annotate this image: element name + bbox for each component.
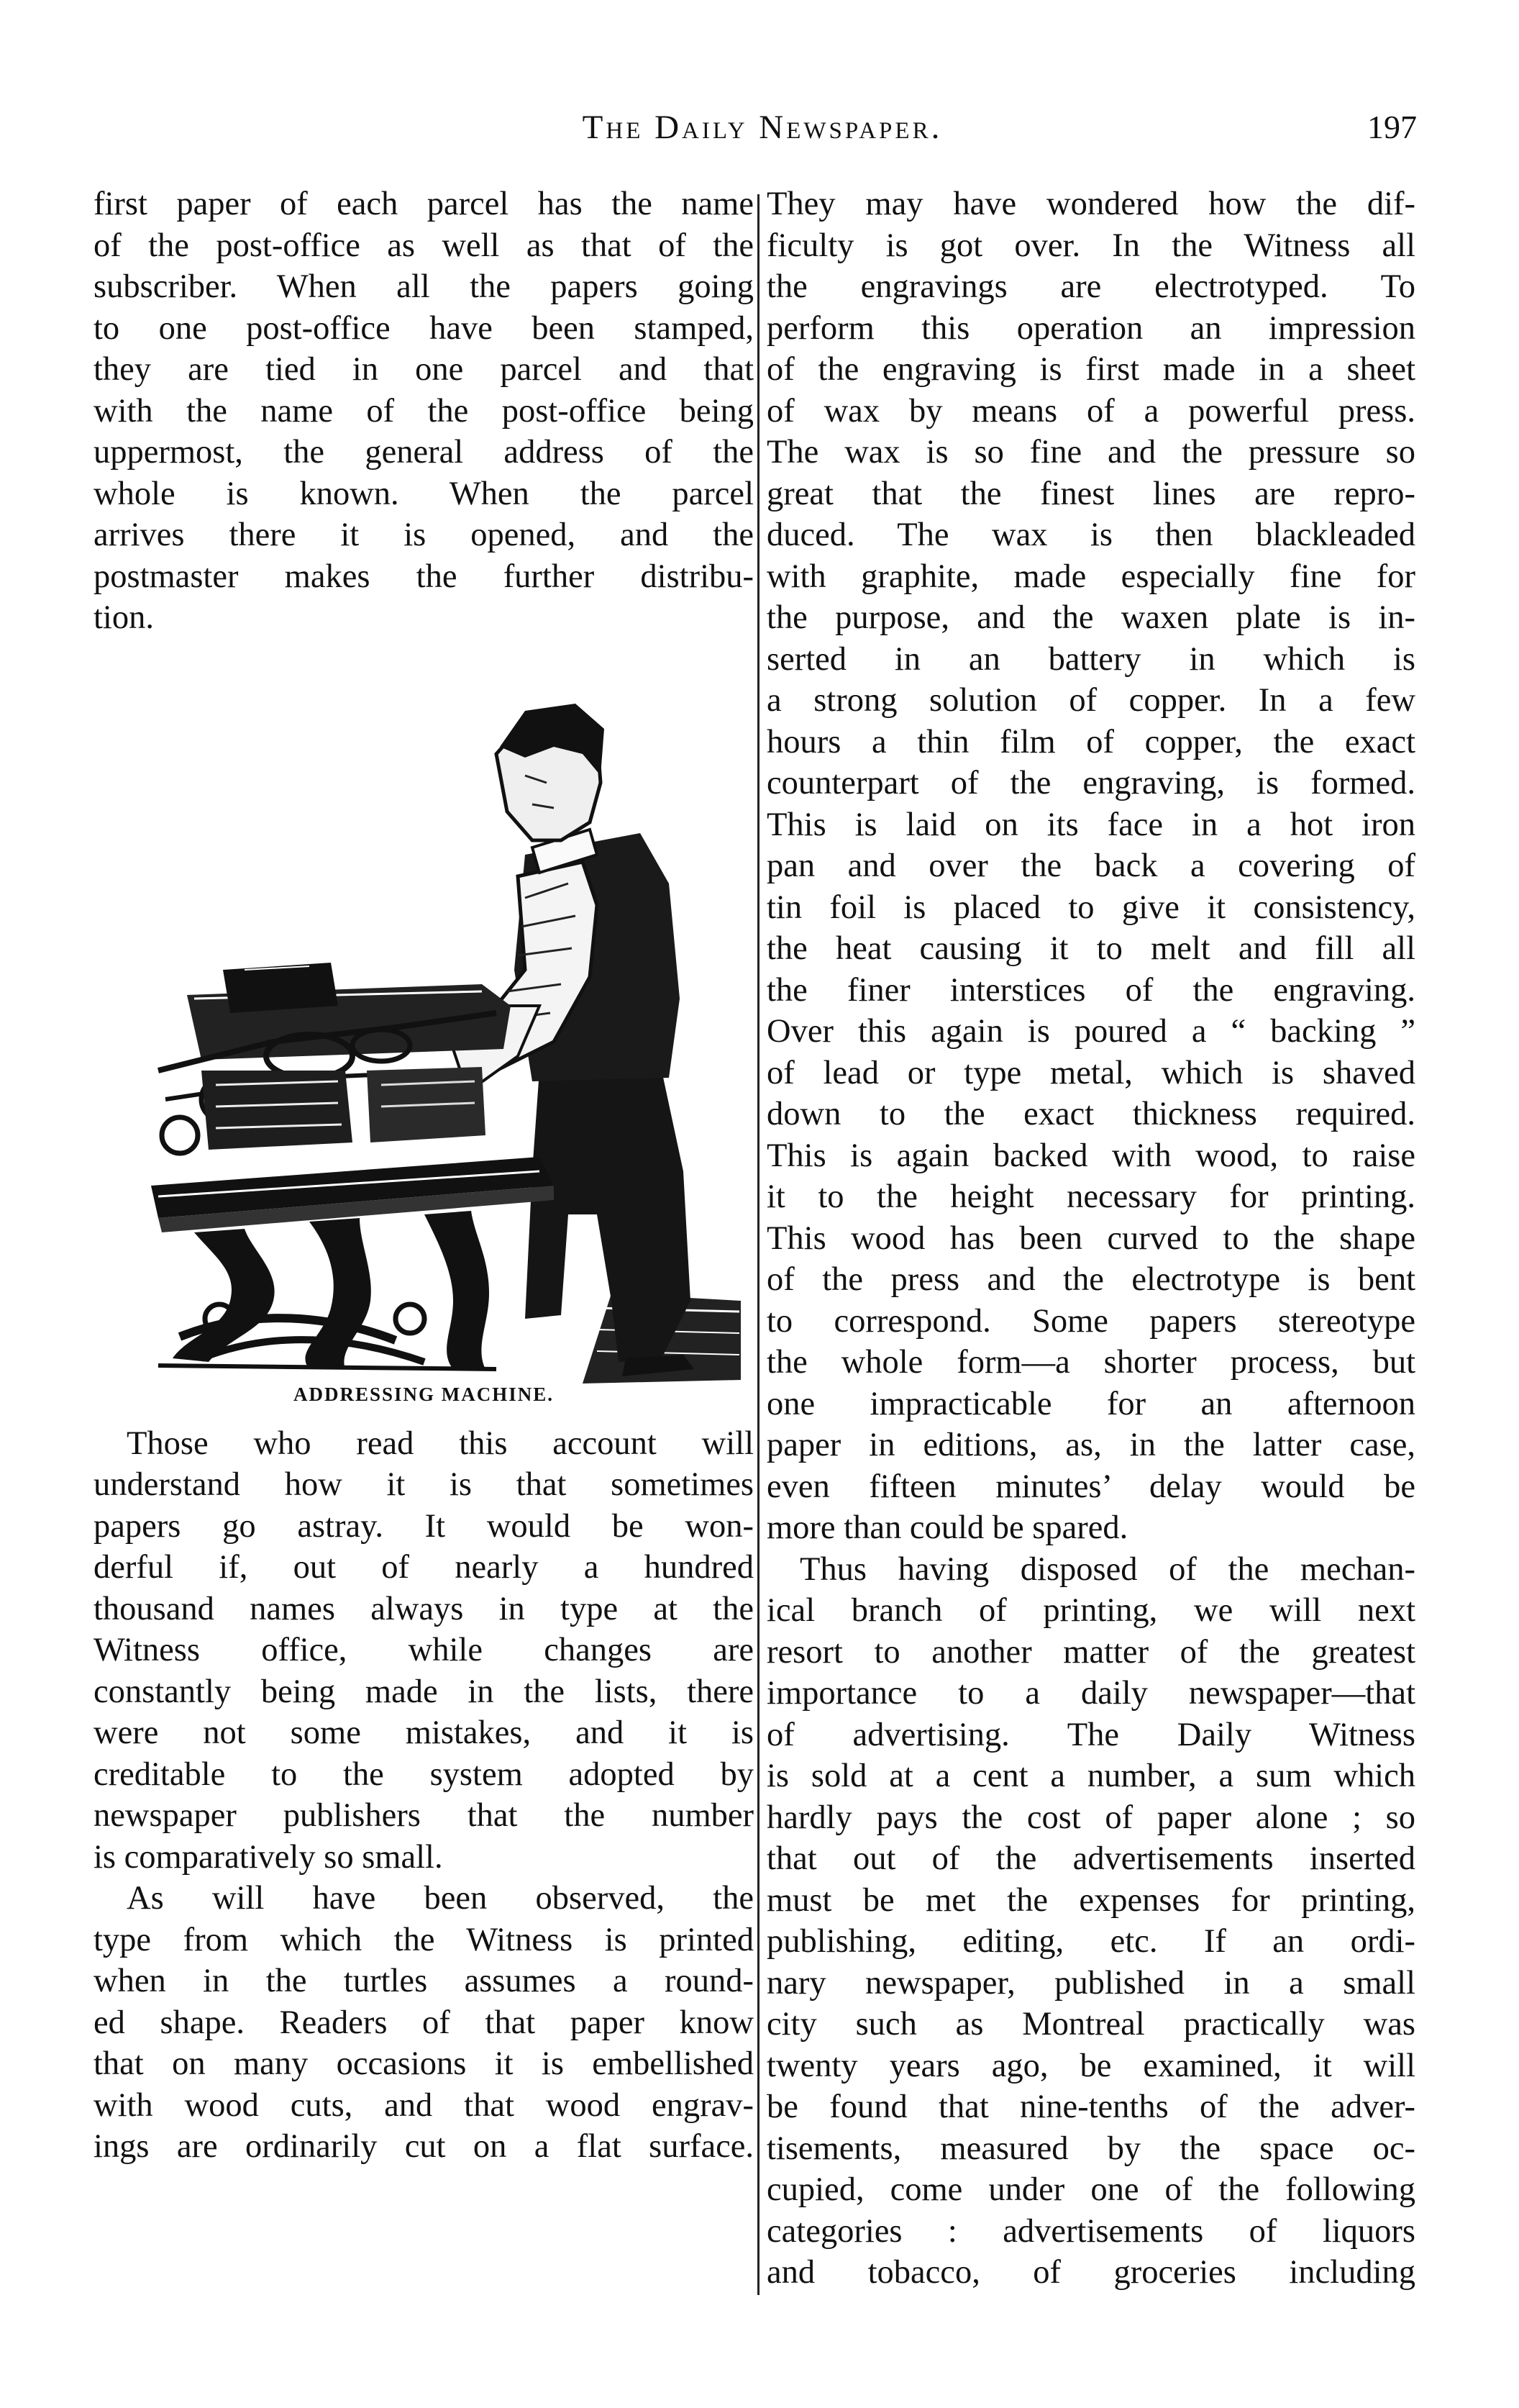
addressing-machine-figure — [93, 668, 754, 1416]
spacer — [93, 1416, 754, 1423]
text-line: the heat causing it to melt and fill all — [767, 930, 1415, 967]
text-line: resort to another matter of the greatest — [767, 1633, 1415, 1671]
text-line: it to the height necessary for printing. — [767, 1178, 1415, 1215]
left-column — [93, 183, 754, 2168]
text-line: is comparatively so small. — [93, 1838, 443, 1876]
figure-caption: ADDRESSING MACHINE. — [293, 1384, 555, 1405]
text-line: They may have wondered how the dif- — [767, 186, 1415, 222]
text-line: This wood has been curved to the shape — [767, 1219, 1415, 1257]
text-line: uppermost, the general address of the — [93, 434, 754, 471]
text-line: tion. — [93, 599, 154, 636]
text-line: ical branch of printing, we will next — [767, 1592, 1415, 1629]
text-line: tisements, measured by the space oc- — [767, 2130, 1415, 2167]
text-line: and tobacco, of groceries including — [767, 2254, 1415, 2291]
text-line: understand how it is that sometimes — [93, 1466, 754, 1503]
text-line: tin foil is placed to give it consistency, — [767, 889, 1415, 926]
text-line: great that the finest lines are repro- — [767, 475, 1415, 512]
text-line: that out of the advertisements inserted — [767, 1840, 1415, 1877]
text-line: constantly being made in the lists, there — [93, 1673, 754, 1710]
text-line: This is laid on its face in a hot iron — [767, 806, 1415, 843]
text-line: creditable to the system adopted by — [93, 1755, 754, 1793]
text-line: one impracticable for an afternoon — [767, 1385, 1415, 1422]
text-line: Thus having disposed of the mechan- — [800, 1550, 1415, 1588]
text-line: with the name of the post-office being — [93, 392, 754, 430]
text-line: of wax by means of a powerful press. — [767, 392, 1415, 430]
text-line: the whole form—a shorter process, but — [767, 1344, 1415, 1381]
text-line: first paper of each parcel has the name — [93, 186, 754, 222]
text-line: twenty years ago, be examined, it will — [767, 2047, 1415, 2084]
text-line: importance to a daily newspaper—that — [767, 1675, 1415, 1712]
text-line: duced. The wax is then blackleaded — [767, 517, 1415, 553]
text-line: of the post-office as well as that of the — [93, 227, 754, 264]
text-line: ficulty is got over. In the Witness all — [767, 227, 1415, 264]
right-paragraph-1 — [767, 183, 1415, 1549]
text-line: arrives there it is opened, and the — [93, 517, 754, 553]
text-line: subscriber. When all the papers going — [93, 268, 754, 305]
text-line: of advertising. The Daily Witness — [767, 1716, 1415, 1753]
text-line: must be met the expenses for printing, — [767, 1881, 1415, 1919]
text-line: papers go astray. It would be won- — [93, 1507, 754, 1545]
text-line: Over this again is poured a “ backing ” — [767, 1013, 1415, 1050]
text-line: thousand names always in type at the — [93, 1590, 754, 1627]
text-line: serted in an battery in which is — [767, 640, 1415, 678]
text-line: with wood cuts, and that wood engrav- — [93, 2086, 754, 2124]
text-line: of the engraving is first made in a sheet — [767, 351, 1415, 388]
text-line: publishing, editing, etc. If an ordi- — [767, 1923, 1415, 1960]
text-line: the finer interstices of the engraving. — [767, 971, 1415, 1009]
text-line: counterpart of the engraving, is formed. — [767, 765, 1415, 801]
text-line: derful if, out of nearly a hundred — [93, 1549, 754, 1586]
text-line: paper in editions, as, in the latter case, — [767, 1427, 1415, 1463]
text-line: the engravings are electrotyped. To — [767, 268, 1415, 305]
running-title: The Daily Newspaper. — [582, 109, 943, 146]
text-line: ed shape. Readers of that paper know — [93, 2004, 754, 2041]
right-paragraph-2 — [767, 1549, 1415, 2294]
text-line: postmaster makes the further distribu- — [93, 558, 754, 595]
text-line: with graphite, made especially fine for — [767, 558, 1415, 595]
text-line: were not some mistakes, and it is — [93, 1714, 754, 1751]
text-line: cupied, come under one of the following — [767, 2171, 1415, 2208]
text-line: ings are ordinarily cut on a flat surface. — [93, 2128, 754, 2165]
text-line: categories : advertisements of liquors — [767, 2212, 1415, 2250]
text-line: As will have been observed, the — [127, 1880, 754, 1917]
text-line: more than could be spared. — [767, 1509, 1128, 1546]
addressing-machine-engraving — [93, 668, 754, 1387]
running-head — [93, 108, 1431, 158]
text-line: even fifteen minutes’ delay would be — [767, 1468, 1415, 1505]
text-line: they are tied in one parcel and that — [93, 351, 754, 388]
text-line: whole is known. When the parcel — [93, 475, 754, 512]
text-line: of lead or type metal, which is shaved — [767, 1054, 1415, 1091]
text-line: when in the turtles assumes a round- — [93, 1963, 754, 1999]
column-rule — [757, 194, 760, 2295]
text-line: hardly pays the cost of paper alone ; so — [767, 1799, 1415, 1836]
text-line: Those who read this account will — [127, 1425, 754, 1462]
right-column — [767, 183, 1415, 2294]
text-line: a strong solution of copper. In a few — [767, 682, 1415, 719]
text-line: to correspond. Some papers stereotype — [767, 1302, 1415, 1340]
text-line: type from which the Witness is printed — [93, 1921, 754, 1958]
machine-legs — [158, 1211, 496, 1369]
text-line: the purpose, and the waxen plate is in- — [767, 599, 1415, 636]
text-line: The wax is so fine and the pressure so — [767, 434, 1415, 471]
text-line: to one post-office have been stamped, — [93, 309, 754, 347]
text-line: Witness office, while changes are — [93, 1632, 754, 1668]
text-line: city such as Montreal practically was — [767, 2006, 1415, 2043]
text-line: newspaper publishers that the number — [93, 1797, 754, 1834]
text-line: pan and over the back a covering of — [767, 848, 1415, 884]
left-paragraph-2 — [93, 1423, 754, 1878]
text-line: This is again backed with wood, to raise — [767, 1137, 1415, 1174]
text-line: down to the exact thickness required. — [767, 1096, 1415, 1132]
text-line: that on many occasions it is embellished — [93, 2045, 754, 2082]
text-line: be found that nine-tenths of the adver- — [767, 2089, 1415, 2125]
text-line: of the press and the electrotype is bent — [767, 1261, 1415, 1298]
text-line: hours a thin film of copper, the exact — [767, 723, 1415, 760]
text-line: is sold at a cent a number, a sum which — [767, 1758, 1415, 1794]
page-number: 197 — [1367, 109, 1417, 145]
text-line: nary newspaper, published in a small — [767, 1964, 1415, 2002]
text-line: perform this operation an impression — [767, 309, 1415, 347]
left-paragraph-3 — [93, 1878, 754, 2168]
left-paragraph-1 — [93, 183, 754, 639]
